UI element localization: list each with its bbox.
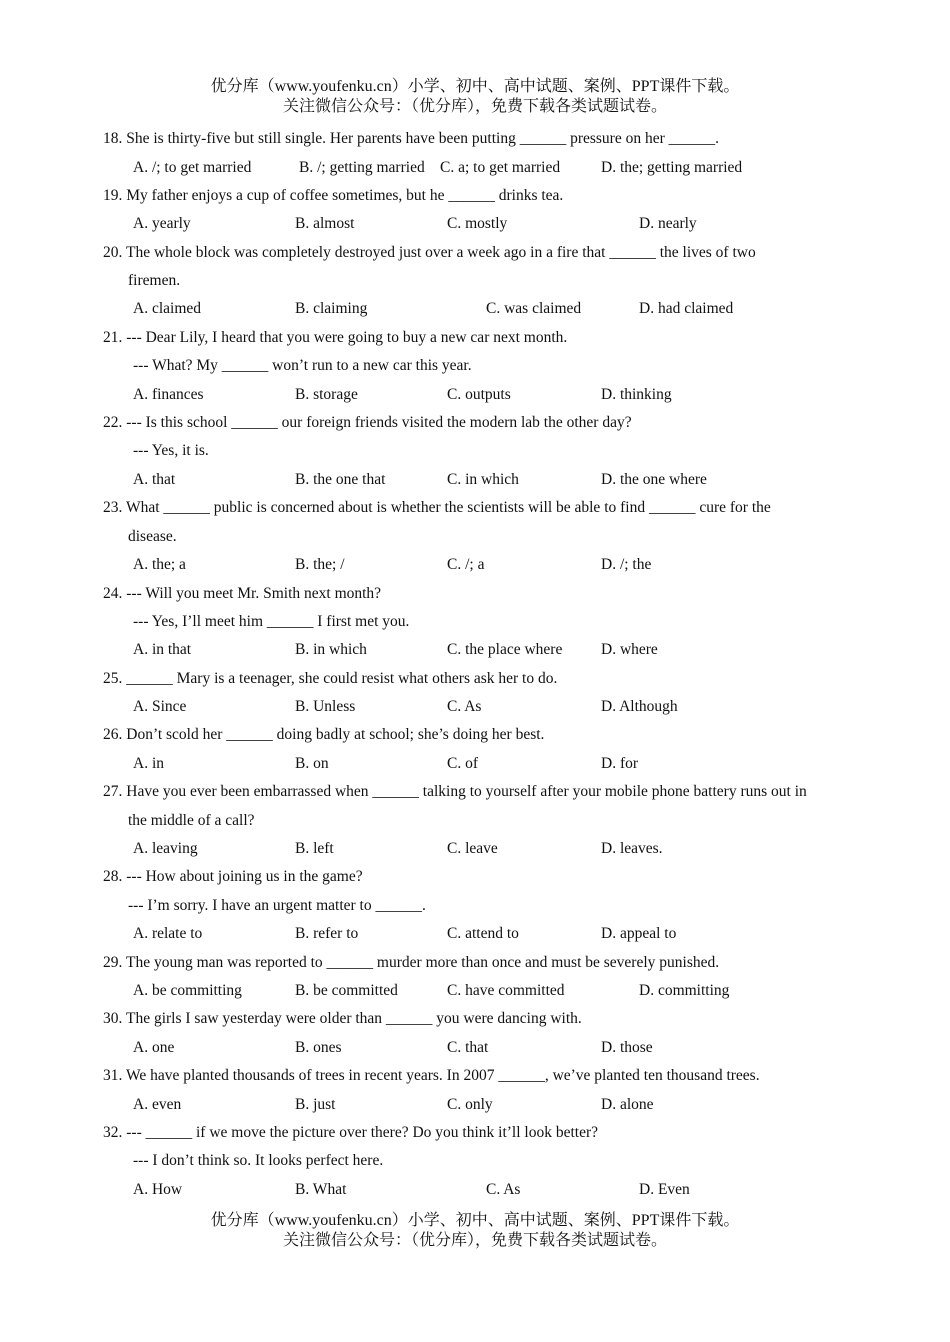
footer-line-2: 关注微信公众号：（优分库），免费下载各类试题试卷。 <box>282 1232 667 1249</box>
question-28-stem: 28. --- How about joining us in the game? <box>103 868 363 885</box>
page-footer <box>0 1211 950 1251</box>
question-23-option-d: D. /; the <box>601 556 652 573</box>
header-line-2: 关注微信公众号：（优分库），免费下载各类试题试卷。 <box>282 98 667 115</box>
question-22-option-d: D. the one where <box>601 471 707 488</box>
question-28-reply: --- I’m sorry. I have an urgent matter to ______. <box>128 897 426 914</box>
footer-line-1: 优分库（www.youfenku.cn）小学、初中、高中试题、案例、PPT课件下载。 <box>210 1212 740 1229</box>
question-27-option-d: D. leaves. <box>601 840 663 857</box>
question-25-option-d: D. Although <box>601 698 678 715</box>
question-27-stem-continued: the middle of a call? <box>128 812 255 829</box>
question-22-stem: 22. --- Is this school ______ our foreign friends visited the modern lab the other day? <box>103 414 632 431</box>
question-18-option-b: B. /; getting married <box>299 159 425 176</box>
question-26-option-c: C. of <box>447 755 478 772</box>
question-29-option-a: A. be committing <box>133 982 242 999</box>
question-24-option-b: B. in which <box>295 641 367 658</box>
question-26-option-a: A. in <box>133 755 164 772</box>
question-28-option-b: B. refer to <box>295 925 359 942</box>
question-26-stem: 26. Don’t scold her ______ doing badly at school; she’s doing her best. <box>103 726 545 743</box>
question-21-option-a: A. finances <box>133 386 204 403</box>
question-25-option-c: C. As <box>447 698 482 715</box>
question-32-option-a: A. How <box>133 1181 183 1198</box>
question-30-option-a: A. one <box>133 1039 175 1056</box>
question-20-option-b: B. claiming <box>295 300 368 317</box>
question-27-option-c: C. leave <box>447 840 498 857</box>
question-18-option-a: A. /; to get married <box>133 159 252 176</box>
question-31-option-b: B. just <box>295 1096 336 1113</box>
question-30-option-d: D. those <box>601 1039 653 1056</box>
question-29-option-b: B. be committed <box>295 982 398 999</box>
question-23-stem-continued: disease. <box>128 528 177 545</box>
question-32-stem: 32. --- ______ if we move the picture over there? Do you think it’ll look better? <box>103 1124 598 1141</box>
question-32-option-d: D. Even <box>639 1181 690 1198</box>
question-24-option-d: D. where <box>601 641 658 658</box>
header-line-1: 优分库（www.youfenku.cn）小学、初中、高中试题、案例、PPT课件下载。 <box>210 78 740 95</box>
question-20-option-c: C. was claimed <box>486 300 582 317</box>
question-18-stem: 18. She is thirty-five but still single. Her parents have been putting ______ pressure on her ______. <box>103 130 720 147</box>
question-20-option-a: A. claimed <box>133 300 202 317</box>
question-31-option-d: D. alone <box>601 1096 654 1113</box>
question-24-option-c: C. the place where <box>447 641 563 658</box>
question-25-option-a: A. Since <box>133 698 187 715</box>
question-25-option-b: B. Unless <box>295 698 356 715</box>
question-22-option-b: B. the one that <box>295 471 386 488</box>
question-24-option-a: A. in that <box>133 641 192 658</box>
question-19-option-b: B. almost <box>295 215 355 232</box>
question-27-option-a: A. leaving <box>133 840 198 857</box>
question-30-option-b: B. ones <box>295 1039 342 1056</box>
question-23-option-b: B. the; / <box>295 556 345 573</box>
question-28-option-a: A. relate to <box>133 925 203 942</box>
question-27-stem: 27. Have you ever been embarrassed when ______ talking to yourself after your mobile phone battery runs out in <box>103 783 807 800</box>
question-32-option-c: C. As <box>486 1181 521 1198</box>
question-19-stem: 19. My father enjoys a cup of coffee sometimes, but he ______ drinks tea. <box>103 187 564 204</box>
question-23-option-c: C. /; a <box>447 556 485 573</box>
question-29-option-c: C. have committed <box>447 982 565 999</box>
question-19-option-a: A. yearly <box>133 215 191 232</box>
question-24-stem: 24. --- Will you meet Mr. Smith next month? <box>103 585 382 602</box>
question-31-option-c: C. only <box>447 1096 493 1113</box>
question-31-stem: 31. We have planted thousands of trees in recent years. In 2007 ______, we’ve planted ten thousand trees. <box>103 1067 760 1084</box>
question-19-option-d: D. nearly <box>639 215 697 232</box>
question-21-option-d: D. thinking <box>601 386 672 403</box>
question-26-option-b: B. on <box>295 755 329 772</box>
question-25-stem: 25. ______ Mary is a teenager, she could resist what others ask her to do. <box>103 670 558 687</box>
question-19-option-c: C. mostly <box>447 215 508 232</box>
question-30-option-c: C. that <box>447 1039 489 1056</box>
question-22-option-a: A. that <box>133 471 176 488</box>
question-18-option-d: D. the; getting married <box>601 159 743 176</box>
question-20-option-d: D. had claimed <box>639 300 734 317</box>
page-header <box>0 77 950 117</box>
question-18-option-c: C. a; to get married <box>440 159 561 176</box>
question-30-stem: 30. The girls I saw yesterday were older than ______ you were dancing with. <box>103 1010 582 1027</box>
question-27-option-b: B. left <box>295 840 334 857</box>
question-26-option-d: D. for <box>601 755 639 772</box>
question-31-option-a: A. even <box>133 1096 182 1113</box>
question-29-stem: 29. The young man was reported to ______ murder more than once and must be severely punished. <box>103 954 720 971</box>
question-22-option-c: C. in which <box>447 471 519 488</box>
question-32-option-b: B. What <box>295 1181 347 1198</box>
question-23-option-a: A. the; a <box>133 556 186 573</box>
question-22-reply: --- Yes, it is. <box>133 442 209 459</box>
question-20-stem-continued: firemen. <box>128 272 181 289</box>
question-24-reply: --- Yes, I’ll meet him ______ I first met you. <box>133 613 410 630</box>
question-32-reply: --- I don’t think so. It looks perfect here. <box>133 1152 384 1169</box>
question-20-stem: 20. The whole block was completely destroyed just over a week ago in a fire that ______ the lives of two <box>103 244 756 261</box>
question-23-stem: 23. What ______ public is concerned about is whether the scientists will be able to find ______ cure for the <box>103 499 771 516</box>
question-21-stem: 21. --- Dear Lily, I heard that you were going to buy a new car next month. <box>103 329 568 346</box>
question-29-option-d: D. committing <box>639 982 730 999</box>
question-21-option-c: C. outputs <box>447 386 511 403</box>
question-28-option-c: C. attend to <box>447 925 519 942</box>
question-28-option-d: D. appeal to <box>601 925 677 942</box>
question-21-reply: --- What? My ______ won’t run to a new car this year. <box>133 357 472 374</box>
question-21-option-b: B. storage <box>295 386 358 403</box>
